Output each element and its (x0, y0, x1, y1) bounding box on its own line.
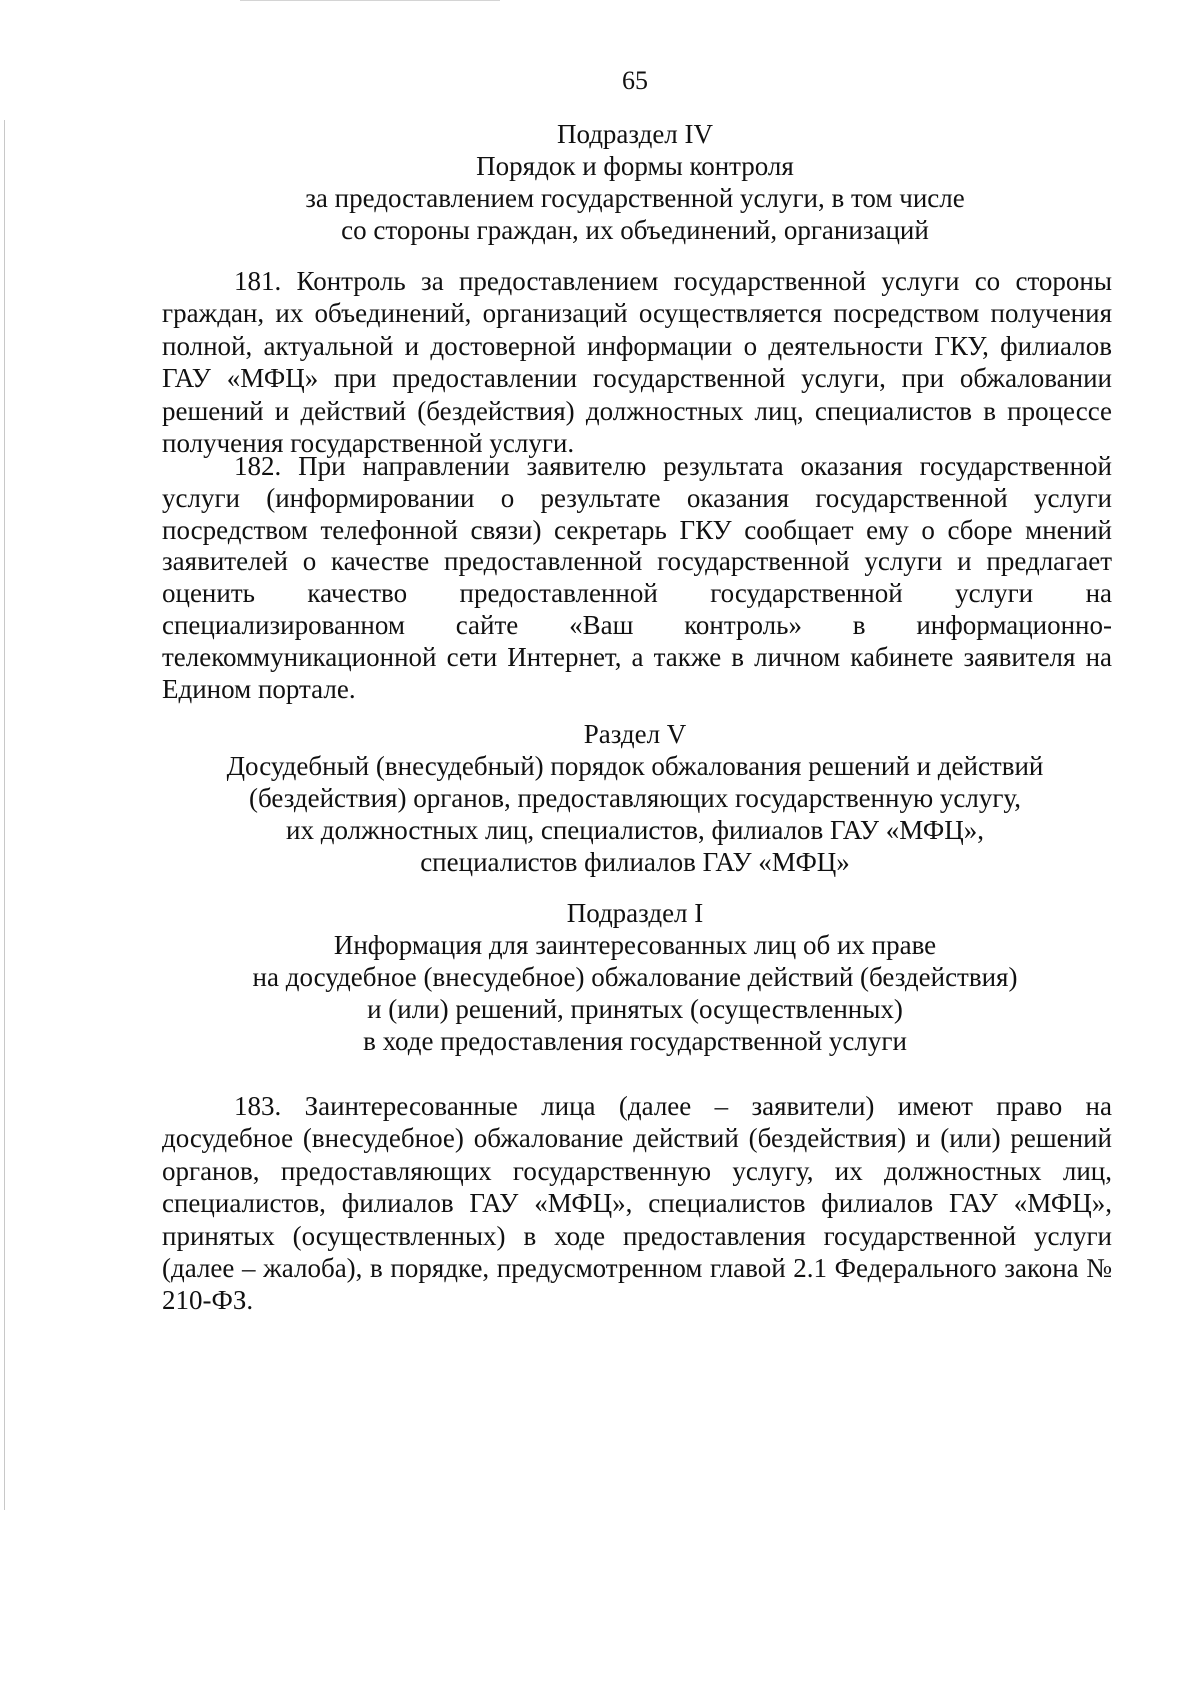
page-number: 65 (622, 66, 648, 95)
subsection-iv-title: Подраздел IV (556, 119, 714, 149)
subsection-i-line: Информация для заинтересованных лиц об их праве (333, 930, 937, 960)
subsection-iv-line: Порядок и формы контроля (476, 151, 794, 181)
subsection-iv-heading (150, 118, 1120, 246)
section-v-heading (150, 718, 1120, 878)
subsection-i-line: в ходе предоставления государственной услуги (363, 1026, 907, 1056)
subsection-i-line: и (или) решений, принятых (осуществленных) (367, 994, 903, 1024)
scan-artifact-left (4, 120, 5, 1510)
subsection-iv-line: со стороны граждан, их объединений, организаций (341, 215, 929, 245)
section-v-line: Досудебный (внесудебный) порядок обжалования решений и действий (226, 751, 1044, 781)
subsection-i-title: Подраздел I (566, 898, 704, 928)
subsection-iv-line: за предоставлением государственной услуги, в том числе (305, 183, 965, 213)
scan-artifact-top (240, 0, 500, 1)
subsection-i-heading (150, 897, 1120, 1057)
section-v-title: Раздел V (583, 719, 687, 749)
section-v-line: специалистов филиалов ГАУ «МФЦ» (420, 847, 850, 877)
subsection-i-line: на досудебное (внесудебное) обжалование действий (бездействия) (252, 962, 1018, 992)
section-v-line: (бездействия) органов, предоставляющих государственную услугу, (249, 783, 1021, 813)
section-v-line: их должностных лиц, специалистов, филиалов ГАУ «МФЦ», (286, 815, 984, 845)
paragraph-181: 181. Контроль за предоставлением государственной услуги со стороны граждан, их объединений, организаций осуществляется посредством получения полной, актуальной и достоверной информации о деятельности ГКУ, филиалов ГАУ «МФЦ» при предоставлении государственной услуги, при обжаловании решений и действий (бездействия) должностных лиц, специалистов в процессе получения государственной услуги. (162, 266, 1112, 459)
paragraph-183: 183. Заинтересованные лица (далее – заявители) имеют право на досудебное (внесудебное) обжалование действий (бездействия) и (или) решений органов, предоставляющих государственную услугу, их должностных лиц, специалистов, филиалов ГАУ «МФЦ», специалистов филиалов ГАУ «МФЦ», принятых (осуществленных) в ходе предоставления государственной услуги (далее – жалоба), в порядке, предусмотренном главой 2.1 Федерального закона № 210-ФЗ. (162, 1091, 1112, 1316)
paragraph-182: 182. При направлении заявителю результата оказания государственной услуги (информировании о результате оказания государственной услуги посредством телефонной связи) секретарь ГКУ сообщает ему о сборе мнений заявителей о качестве предоставленной государственной услуги и предлагает оценить качество предоставленной государственной услуги на специализированном сайте «Ваш контроль» в информационно-телекоммуникационной сети Интернет, а также в личном кабинете заявителя на Едином портале. (162, 451, 1112, 704)
